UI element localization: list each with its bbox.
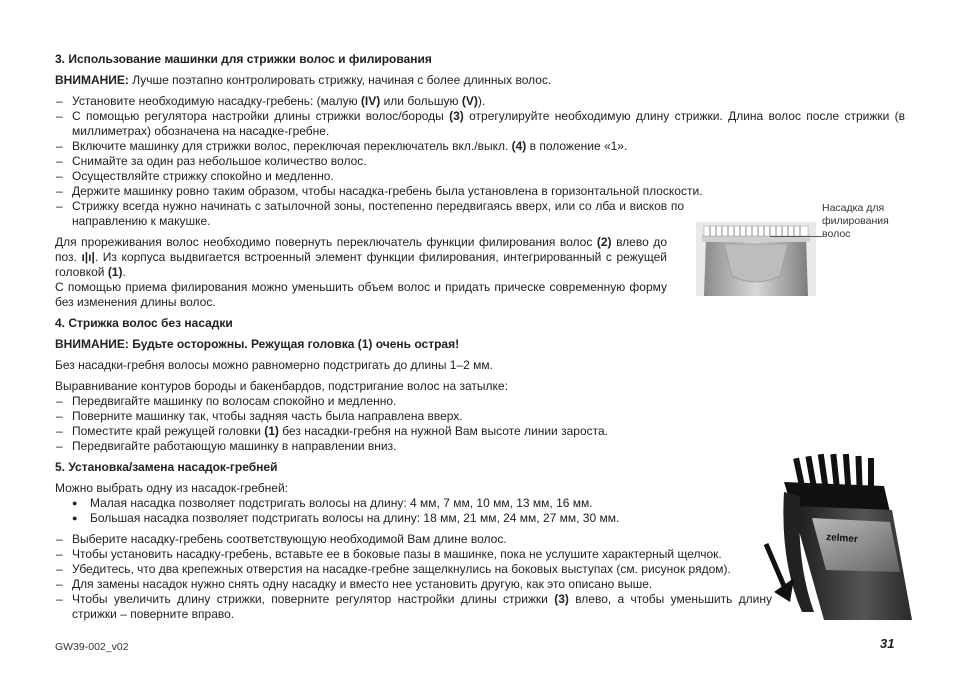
list-item: – Убедитесь, что два крепежных отверстия на насадке-гребне защелкнулись на боковых выступах (см. рисунок рядом). bbox=[55, 562, 905, 577]
document-code: GW39-002_v02 bbox=[55, 641, 129, 653]
list-item: – Держите машинку ровно таким образом, чтобы насадка-гребень была установлена в горизонтальной плоскости. bbox=[55, 184, 905, 199]
list-item: – Для замены насадок нужно снять одну насадку и вместо нее установить другую, как это описано выше. bbox=[55, 577, 905, 592]
section-4-paragraph-2: Выравнивание контуров бороды и бакенбардов, подстригание волос на затылке: bbox=[55, 379, 508, 393]
list-item: – Передвигайте машинку по волосам спокойно и медленно. bbox=[55, 394, 905, 409]
section-4-paragraph: Без насадки-гребня волосы можно равномерно подстригать до длины 1–2 мм. bbox=[55, 358, 493, 372]
list-item: – Включите машинку для стрижки волос, переключая переключатель вкл./выкл. (4) в положение «1». bbox=[55, 139, 905, 154]
list-item: – Поместите край режущей головки (1) без насадки-гребня на нужной Вам высоте линии зароста. bbox=[55, 424, 905, 439]
filing-paragraph-2: С помощью приема филирования можно уменьшить объем волос и придать прическе современную форму без изменения длины волос. bbox=[55, 280, 667, 309]
list-item: – Передвигайте работающую машинку в направлении вниз. bbox=[55, 439, 905, 454]
list-item: – Выберите насадку-гребень соответствующую необходимой Вам длине волос. bbox=[55, 532, 905, 547]
section-5-heading: 5. Установка/замена насадок-гребней bbox=[55, 460, 278, 474]
section-5-intro: Можно выбрать одну из насадок-гребней: bbox=[55, 481, 288, 495]
bullet-item: ● Малая насадка позволяет подстригать волосы на длину: 4 мм, 7 мм, 10 мм, 13 мм, 16 мм. bbox=[55, 496, 905, 511]
list-item: – Снимайте за один раз небольшое количество волос. bbox=[55, 154, 905, 169]
filing-mode-icon: ı|ı| bbox=[81, 250, 95, 264]
clipper-with-comb-image bbox=[762, 452, 912, 620]
bullet-item: ● Большая насадка позволяет подстригать волосы на длину: 18 мм, 21 мм, 24 мм, 27 мм, 30 мм. bbox=[55, 511, 905, 526]
page-number: 31 bbox=[880, 636, 895, 651]
filing-attachment-image bbox=[696, 222, 816, 296]
list-item: – Установите необходимую насадку-гребень: (малую (IV) или большую (V)). bbox=[55, 94, 905, 109]
caption-leader-line bbox=[770, 236, 822, 237]
list-item: – Чтобы установить насадку-гребень, вставьте ее в боковые пазы в машинке, пока не услушите характерный щелчок. bbox=[55, 547, 905, 562]
filing-paragraph: Для прореживания волос необходимо повернуть переключатель функции филирования волос (2) влево до поз. ı|ı|. Из корпуса выдвигается встроенный элемент функции филирования, интегрированный с режущей головкой (1). bbox=[55, 235, 667, 279]
list-item: – Осуществляйте стрижку спокойно и медленно. bbox=[55, 169, 905, 184]
list-item: – С помощью регулятора настройки длины стрижки волос/бороды (3) отрегулируйте необходимую длину стрижки. Длина волос после стрижки (в миллиметрах) обозначена на насадке-гребне. bbox=[55, 109, 905, 139]
section-3-warning: ВНИМАНИЕ: Лучше поэтапно контролировать стрижку, начиная с более длинных волос. bbox=[55, 73, 552, 87]
list-item: – Стрижку всегда нужно начинать с затылочной зоны, постепенно передвигаясь вверх, или со лба и висков по направлению к макушке. bbox=[55, 199, 684, 229]
list-item: – Чтобы увеличить длину стрижки, поверните регулятор настройки длины стрижки (3) влево, а чтобы уменьшить длину стрижки – поверните вправо. bbox=[55, 592, 772, 622]
section-3-heading: 3. Использование машинки для стрижки волос и филирования bbox=[55, 52, 432, 66]
section-4-heading: 4. Стрижка волос без насадки bbox=[55, 316, 233, 330]
brand-logo: zelmer bbox=[825, 532, 859, 546]
image-caption: Насадка для филирования волос bbox=[822, 202, 889, 240]
list-item: – Поверните машинку так, чтобы задняя часть была направлена вверх. bbox=[55, 409, 905, 424]
section-4-warning: ВНИМАНИЕ: Будьте осторожны. Режущая головка (1) очень острая! bbox=[55, 337, 460, 351]
